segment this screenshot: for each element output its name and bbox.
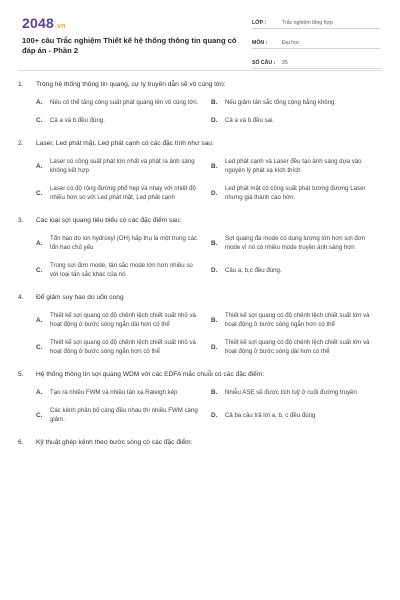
option-letter: D. — [211, 189, 218, 197]
option-letter: A. — [36, 316, 43, 324]
option-b[interactable] — [211, 234, 382, 252]
option-text: Tạo ra nhiều FWM và nhiều tán xạ Raleigh kép — [50, 389, 178, 396]
option-letter: B. — [211, 316, 218, 324]
option-text: Thiết kế sợi quang có độ chênh lệch chiết suất nhỏ và hoạt động ở bước sóng ngắn hơn có thể — [50, 339, 196, 355]
question-number: 6. — [18, 439, 24, 446]
option-a[interactable] — [36, 388, 207, 397]
option-grid — [18, 311, 382, 356]
option-letter: C. — [36, 117, 43, 124]
option-grid — [18, 388, 382, 424]
option-a[interactable] — [36, 234, 207, 252]
option-text: Led phát cạnh và Laser đều tạo ánh sáng dựa vào nguyên lý phát xạ kích thích — [225, 158, 362, 174]
question-5 — [18, 370, 382, 424]
option-text: Cả a và b đều sai. — [225, 117, 275, 124]
question-2 — [18, 139, 382, 202]
question-text: Để giảm suy hao do uốn cong — [36, 294, 124, 301]
logo-suffix: .vn — [54, 23, 66, 30]
option-grid — [18, 234, 382, 279]
question-text: Kỹ thuật ghép kênh theo bước sóng có các đặc điểm: — [36, 439, 193, 446]
option-letter: D. — [211, 266, 218, 274]
option-letter: B. — [211, 99, 218, 106]
option-text: Thiết kế sợi quang có độ chênh lệch chiết suất lớn và hoạt động ở bước sóng dài hơn có thể — [225, 339, 370, 355]
option-d[interactable] — [211, 406, 382, 424]
option-letter: B. — [211, 239, 218, 247]
option-letter: C. — [36, 266, 43, 274]
document-title: 100+ câu Trắc nghiệm Thiết kế hệ thống thông tin quang có đáp án - Phần 2 — [22, 36, 237, 55]
option-c[interactable] — [36, 261, 207, 279]
question-text: Hệ thống thông tin sợi quang WDM với các EDFA mắc chuỗi có các đặc điểm: — [36, 371, 265, 378]
option-text: Tổn hao do ion hydroxyl (OH) hấp thụ là một trong các tổn hao chủ yếu — [50, 235, 198, 251]
option-b[interactable] — [211, 311, 382, 329]
option-text: Các kênh phân bố càng đều nhau thì nhiều FWM càng giảm. — [50, 407, 198, 423]
option-b[interactable] — [211, 157, 382, 175]
option-text: Câu a, b,c đều đúng. — [225, 266, 282, 274]
meta-value: Đại học — [282, 40, 300, 46]
question-number: 5. — [18, 371, 24, 378]
question-text: Trong hệ thống thông tin quang, cự ly truyền dẫn sẽ vô cùng lớn: — [36, 81, 226, 88]
option-d[interactable] — [211, 184, 382, 202]
option-letter: D. — [211, 411, 218, 419]
option-text: Thiết kế sợi quang có độ chênh lệch chiết suất lớn và hoạt động ở bước sóng ngắn hơn có thể — [225, 312, 370, 328]
option-b[interactable] — [211, 388, 382, 397]
option-letter: A. — [36, 239, 43, 247]
option-letter: D. — [211, 343, 218, 351]
question-3 — [18, 216, 382, 279]
option-d[interactable] — [211, 116, 382, 125]
header-divider — [18, 70, 382, 71]
option-text: Laser có công suất phát lớn nhất và phát ra ánh sáng không kết hợp — [50, 158, 195, 174]
meta-label: LỚP : — [252, 20, 267, 26]
option-text: Nếu giảm tán sắc tổng cộng bằng không. — [225, 99, 337, 106]
question-number: 3. — [18, 217, 24, 224]
meta-row-count — [252, 53, 380, 69]
meta-label: SỐ CÂU : — [252, 60, 276, 66]
option-c[interactable] — [36, 406, 207, 424]
question-text: Laser, Led phát mặt, Led phát cạnh có các đặc tính như sau: — [36, 140, 214, 147]
option-d[interactable] — [211, 261, 382, 279]
option-d[interactable] — [211, 338, 382, 356]
meta-row-subject — [252, 33, 380, 49]
option-grid — [18, 98, 382, 125]
option-text: Laser có độ rộng đường phổ hẹp và nhạy với nhiệt độ nhiều hơn so với Led phát mặt, Led phát cạnh — [50, 185, 196, 201]
meta-value: 25 — [282, 60, 288, 66]
option-text: Nhiễu ASE sẽ được tích luỹ ở cuối đường truyền — [225, 389, 357, 396]
document-meta — [252, 13, 380, 73]
option-c[interactable] — [36, 184, 207, 202]
question-number: 2. — [18, 140, 24, 147]
option-grid — [18, 157, 382, 202]
option-a[interactable] — [36, 311, 207, 329]
option-c[interactable] — [36, 338, 207, 356]
option-a[interactable] — [36, 98, 207, 107]
option-c[interactable] — [36, 116, 207, 125]
option-a[interactable] — [36, 157, 207, 175]
option-letter: B. — [211, 162, 218, 170]
question-6 — [18, 438, 382, 447]
option-letter: A. — [36, 389, 43, 396]
option-text: Cả ba câu trả lời a, b, c đều đúng — [225, 411, 316, 419]
option-b[interactable] — [211, 98, 382, 107]
option-text: Cả a và b đều đúng. — [50, 117, 105, 124]
option-text: Sợi quang đa mode có dung lượng lớn hơn sợi đơn mode vì nó có nhiều mode truyền ánh sáng hơn — [225, 235, 366, 251]
option-text: Led phát mặt có công suất phát tương đương Laser nhưng giá thành cao hơn. — [225, 185, 366, 201]
option-letter: C. — [36, 189, 43, 197]
question-list — [18, 80, 382, 461]
meta-row-class — [252, 13, 380, 29]
option-letter: A. — [36, 99, 43, 106]
option-letter: B. — [211, 389, 218, 396]
meta-label: MÔN : — [252, 40, 268, 46]
question-1 — [18, 80, 382, 125]
logo-text: 2048 — [22, 15, 54, 31]
meta-value: Trắc nghiệm tổng hợp — [282, 20, 333, 26]
question-4 — [18, 293, 382, 356]
option-text: Trong sợi đơn mode, tán sắc mode lớn hơn nhiều so với loại tán sắc khác của nó — [50, 262, 193, 278]
option-letter: C. — [36, 343, 43, 351]
question-number: 4. — [18, 294, 24, 301]
option-text: Nếu có thể tăng công suất phát quang lên vô cùng lớn. — [50, 99, 199, 106]
option-text: Thiết kế sợi quang có độ chênh lệch chiết suất nhỏ và hoạt động ở bước sóng ngắn dài hơn có thể — [50, 312, 196, 328]
option-letter: D. — [211, 117, 218, 124]
option-letter: A. — [36, 162, 43, 170]
site-logo[interactable] — [22, 15, 66, 31]
question-text: Các loại sợi quang tiêu biểu có các đặc điểm sau: — [36, 217, 182, 224]
question-number: 1. — [18, 81, 24, 88]
option-letter: C. — [36, 411, 43, 419]
